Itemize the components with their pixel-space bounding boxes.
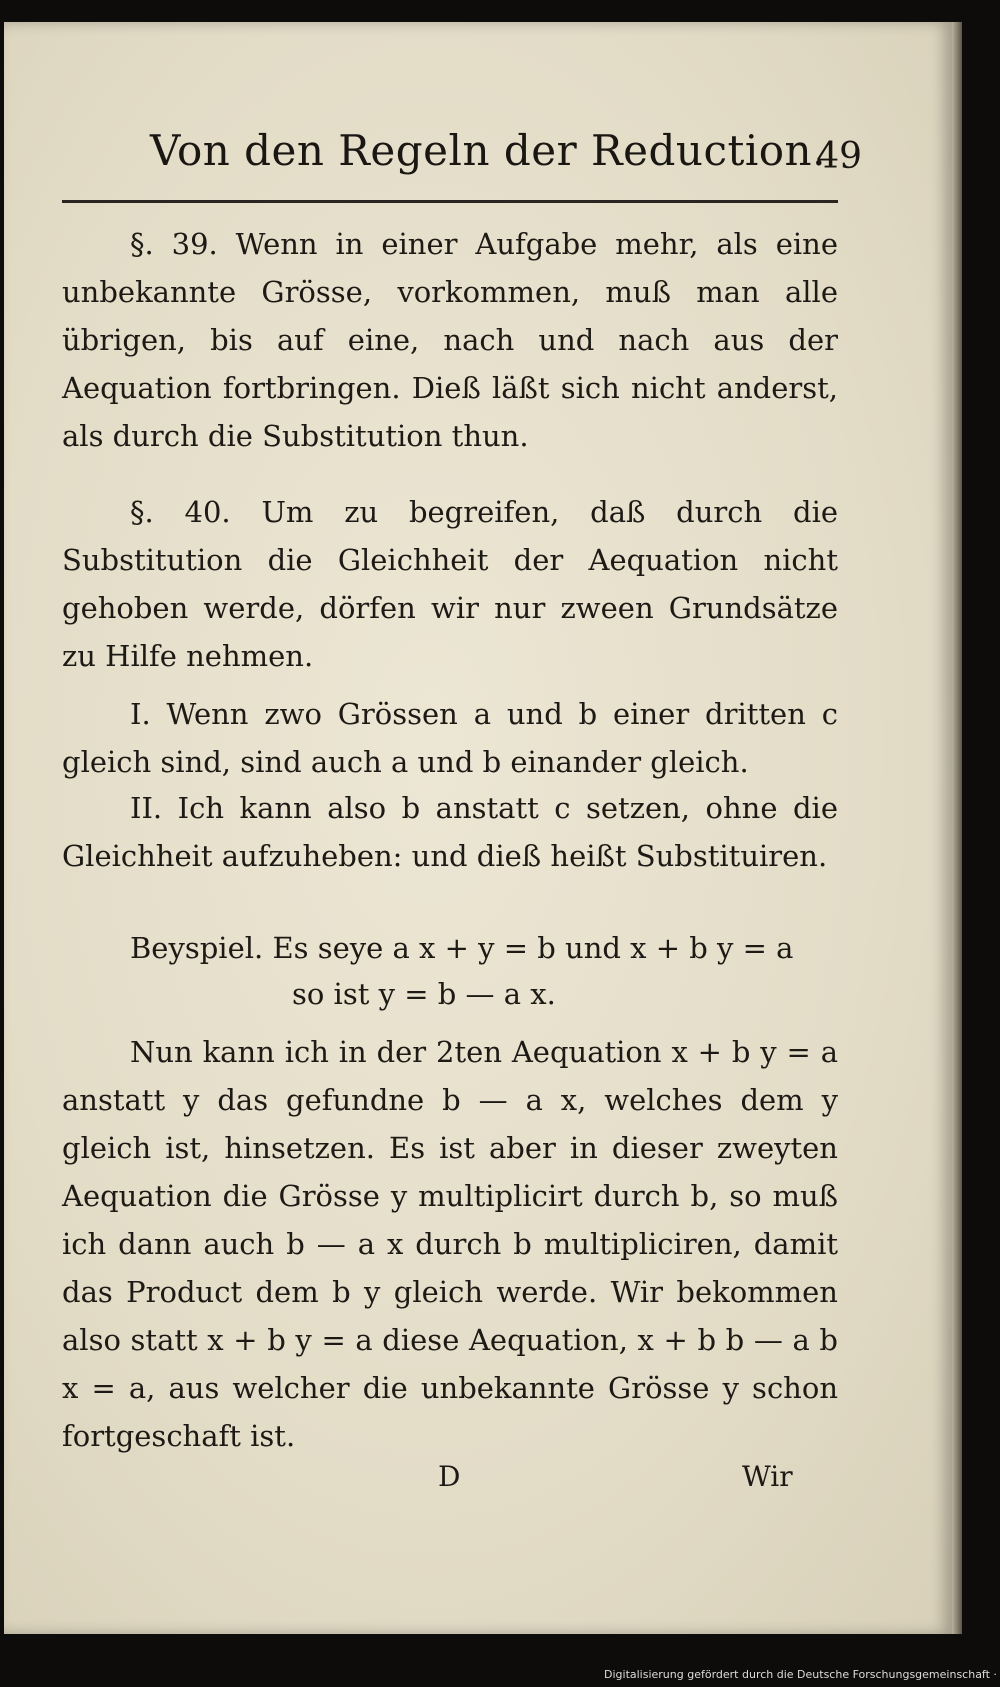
- running-header: [150, 126, 862, 196]
- principle-two: II. Ich kann also b anstatt c setzen, ohne die Gleichheit aufzuheben: und dieß heißt Substituiren.: [62, 791, 838, 873]
- signature-mark: D: [438, 1460, 461, 1493]
- example-line-2: so ist y = b — a x.: [292, 977, 556, 1011]
- principle-one: I. Wenn zwo Grössen a und b einer dritten c gleich sind, sind auch a und b einander gleich.: [62, 697, 838, 779]
- paragraph-40: §. 40. Um zu begreifen, daß durch die Substitution die Gleichheit der Aequation nicht gehoben werde, dörfen wir nur zween Grundsätze zu Hilfe nehmen.: [62, 495, 838, 673]
- digitization-footer: [604, 1668, 1000, 1681]
- catchword: Wir: [742, 1460, 793, 1493]
- page-edge: [952, 22, 962, 1634]
- example-line-1: Beyspiel. Es seye a x + y = b und x + b y = a: [130, 931, 794, 965]
- page-number: 49: [816, 136, 862, 177]
- paragraph-39: §. 39. Wenn in einer Aufgabe mehr, als eine unbekannte Grösse, vorkommen, muß man alle übrigen, bis auf eine, nach und nach aus der Aequation fortbringen. Dieß läßt sich nicht anderst, als durch die Substitution thun.: [62, 227, 838, 453]
- running-title: Von den Regeln der Reduction.: [150, 126, 826, 175]
- header-rule: [62, 200, 838, 203]
- explanation-paragraph: Nun kann ich in der 2ten Aequation x + b y = a anstatt y das gefundne b — a x, welches dem y gleich ist, hinsetzen. Es ist aber in dieser zweyten Aequation die Grösse y multiplicirt durch b, so muß ich dann auch b — a x durch b multipliciren, damit das Product dem b y gleich werde. Wir bekommen also statt x + b y = a diese Aequation, x + b b — a b x = a, aus welcher die unbekannte Grösse y schon fortgeschaft ist.: [62, 1035, 838, 1453]
- footer-text: Digitalisierung gefördert durch die Deutsche Forschungsgemeinschaft ·: [604, 1668, 997, 1681]
